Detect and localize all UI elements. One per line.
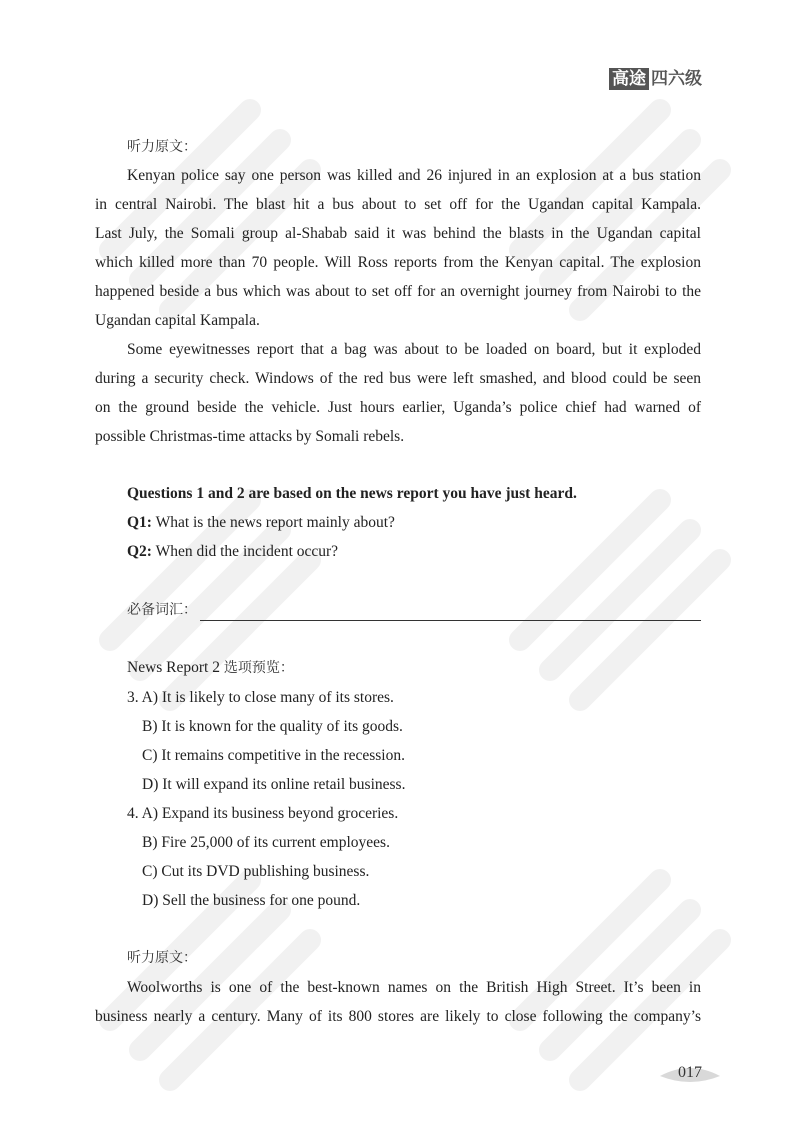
paragraph-line: happened beside a bus which was about to set off for an overnight journey from Nairobi to the <box>95 283 701 300</box>
option-3a: 3. A) It is likely to close many of its stores. <box>127 689 394 706</box>
brand-box: 高途 <box>609 68 649 90</box>
question-1-label: Q1: <box>127 514 152 531</box>
paragraph-line: in central Nairobi. The blast hit a bus about to set off for the Ugandan capital Kampala. <box>95 196 701 213</box>
vocab-blank-line <box>200 620 701 621</box>
vocab-label: 必备词汇： <box>127 602 197 618</box>
report2-heading-cn: 选项预览： <box>223 660 294 676</box>
option-4d: D) Sell the business for one pound. <box>142 892 361 909</box>
questions-intro: Questions 1 and 2 are based on the news report you have just heard. <box>127 485 577 502</box>
question-2 <box>127 542 338 562</box>
paragraph-line: Last July, the Somali group al-Shabab said it was behind the blasts in the Ugandan capital <box>95 225 701 242</box>
paragraph-line: business nearly a century. Many of its 800 stores are likely to close following the company’s <box>95 1008 701 1025</box>
paragraph-line: Ugandan capital Kampala. <box>95 312 260 329</box>
option-3c: C) It remains competitive in the recession. <box>142 747 405 764</box>
section-heading-transcript: 听力原文： <box>127 139 197 155</box>
report2-heading-en: News Report 2 <box>127 659 224 676</box>
page-number: 017 <box>678 1064 702 1081</box>
option-3b: B) It is known for the quality of its goods. <box>142 718 403 735</box>
paragraph-line: Some eyewitnesses report that a bag was about to be loaded on board, but it exploded <box>127 341 701 358</box>
report2-heading <box>127 658 294 678</box>
paragraph-line: Woolworths is one of the best-known names on the British High Street. It’s been in <box>127 979 701 996</box>
option-3d: D) It will expand its online retail business. <box>142 776 406 793</box>
paragraph-line: which killed more than 70 people. Will Ross reports from the Kenyan capital. The explosion <box>95 254 701 271</box>
paragraph-line: possible Christmas-time attacks by Somali rebels. <box>95 428 405 445</box>
paragraph-line: Kenyan police say one person was killed and 26 injured in an explosion at a bus station <box>127 167 701 184</box>
section-heading-transcript-2: 听力原文： <box>127 950 197 966</box>
option-4b: B) Fire 25,000 of its current employees. <box>142 834 390 851</box>
brand-text: 四六级 <box>651 69 702 89</box>
page-number-badge <box>660 1062 720 1086</box>
brand-logo <box>609 68 702 90</box>
question-1-text: What is the news report mainly about? <box>151 514 395 531</box>
option-4c: C) Cut its DVD publishing business. <box>142 863 370 880</box>
option-4a: 4. A) Expand its business beyond groceries. <box>127 805 399 822</box>
paragraph-line: on the ground beside the vehicle. Just hours earlier, Uganda’s police chief had warned of <box>95 399 701 416</box>
paragraph-line: during a security check. Windows of the red bus were left smashed, and blood could be seen <box>95 370 701 387</box>
question-2-text: When did the incident occur? <box>151 543 339 560</box>
question-2-label: Q2: <box>127 543 152 560</box>
question-1 <box>127 513 395 533</box>
